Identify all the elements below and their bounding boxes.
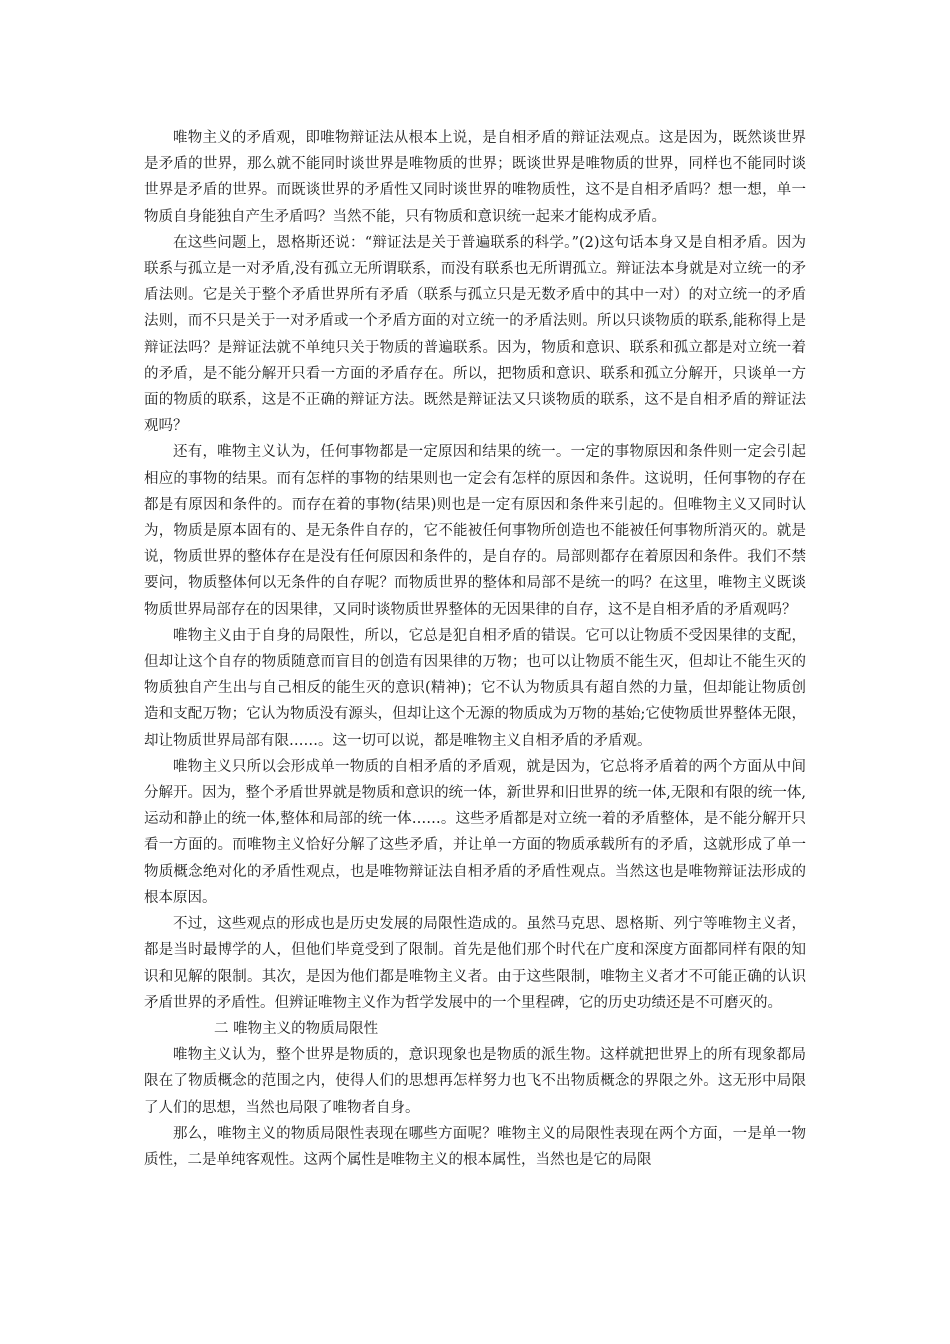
paragraph-2: 在这些问题上，恩格斯还说：“辩证法是关于普遍联系的科学。”(2)这句话本身又是自相矛盾。因为联系与孤立是一对矛盾,没有孤立无所谓联系，而没有联系也无所谓孤立。辩证法本身就是对立统一的矛盾法则。它是关于整个矛盾世界所有矛盾（联系与孤立只是无数矛盾中的其中一对）的对立统一的矛盾法则，而不只是关于一对矛盾或一个矛盾方面的对立统一的矛盾法则。所以只谈物质的联系,能称得上是辩证法吗？是辩证法就不单纯只关于物质的普遍联系。因为，物质和意识、联系和孤立都是对立统一着的矛盾，是不能分解开只看一方面的矛盾存在。所以，把物质和意识、联系和孤立分解开，只谈单一方面的物质的联系，这是不正确的辩证方法。既然是辩证法又只谈物质的联系，这不是自相矛盾的辩证法观吗？ (144, 234, 806, 435)
paragraph-7: 唯物主义认为，整个世界是物质的，意识现象也是物质的派生物。这样就把世界上的所有现象都局限在了物质概念的范围之内，使得人们的思想再怎样努力也飞不出物质概念的界限之外。这无形中局限了人们的思想，当然也局限了唯物者自身。 (144, 1047, 806, 1116)
paragraph-3: 还有，唯物主义认为，任何事物都是一定原因和结果的统一。一定的事物原因和条件则一定会引起相应的事物的结果。而有怎样的事物的结果则也一定会有怎样的原因和条件。这说明，任何事物的存在都是有原因和条件的。而存在着的事物(结果)则也是一定有原因和条件来引起的。但唯物主义又同时认为，物质是原本固有的、是无条件自存的，它不能被任何事物所创造也不能被任何事物所消灭的。就是说，物质世界的整体存在是没有任何原因和条件的，是自存的。局部则都存在着原因和条件。我们不禁要问，物质整体何以无条件的自存呢？而物质世界的整体和局部不是统一的吗？在这里，唯物主义既谈物质世界局部存在的因果律，又同时谈物质世界整体的无因果律的自存，这不是自相矛盾的矛盾观吗？ (144, 444, 806, 618)
paragraph-4: 唯物主义由于自身的局限性，所以，它总是犯自相矛盾的错误。它可以让物质不受因果律的支配，但却让这个自存的物质随意而盲目的创造有因果律的万物；也可以让物质不能生灭，但却让不能生灭的物质独自产生出与自己相反的能生灭的意识(精神)；它不认为物质具有超自然的力量，但却能让物质创造和支配万物；它认为物质没有源头，但却让这个无源的物质成为万物的基始;它使物质世界整体无限，却让物质世界局部有限……。这一切可以说，都是唯物主义自相矛盾的矛盾观。 (144, 627, 806, 749)
document-body (144, 125, 806, 1173)
paragraph-8: 那么，唯物主义的物质局限性表现在哪些方面呢？唯物主义的局限性表现在两个方面，一是单一物质性，二是单纯客观性。这两个属性是唯物主义的根本属性，当然也是它的局限 (144, 1125, 806, 1168)
paragraph-1: 唯物主义的矛盾观，即唯物辩证法从根本上说，是自相矛盾的辩证法观点。这是因为，既然谈世界是矛盾的世界，那么就不能同时谈世界是唯物质的世界；既谈世界是唯物质的世界，同样也不能同时谈世界是矛盾的世界。而既谈世界的矛盾性又同时谈世界的唯物质性，这不是自相矛盾吗？想一想，单一物质自身能独自产生矛盾吗？当然不能，只有物质和意识统一起来才能构成矛盾。 (144, 130, 806, 225)
paragraph-6: 不过，这些观点的形成也是历史发展的局限性造成的。虽然马克思、恩格斯、列宁等唯物主义者，都是当时最博学的人，但他们毕竟受到了限制。首先是他们那个时代在广度和深度方面都同样有限的知识和见解的限制。其次，是因为他们都是唯物主义者。由于这些限制，唯物主义者才不可能正确的认识矛盾世界的矛盾性。但辨证唯物主义作为哲学发展中的一个里程碑，它的历史功绩还是不可磨灭的。 (144, 916, 806, 1011)
paragraph-5: 唯物主义只所以会形成单一物质的自相矛盾的矛盾观，就是因为，它总将矛盾着的两个方面从中间分解开。因为，整个矛盾世界就是物质和意识的统一体，新世界和旧世界的统一体,无限和有限的统一体,运动和静止的统一体,整体和局部的统一体……。这些矛盾都是对立统一着的矛盾整体，是不能分解开只看一方面的。而唯物主义恰好分解了这些矛盾，并让单一方面的物质承载所有的矛盾，这就形成了单一物质概念绝对化的矛盾性观点，也是唯物辩证法自相矛盾的矛盾性观点。当然这也是唯物辩证法形成的根本原因。 (144, 758, 806, 906)
section-heading: 二 唯物主义的物质局限性 (214, 1020, 379, 1037)
